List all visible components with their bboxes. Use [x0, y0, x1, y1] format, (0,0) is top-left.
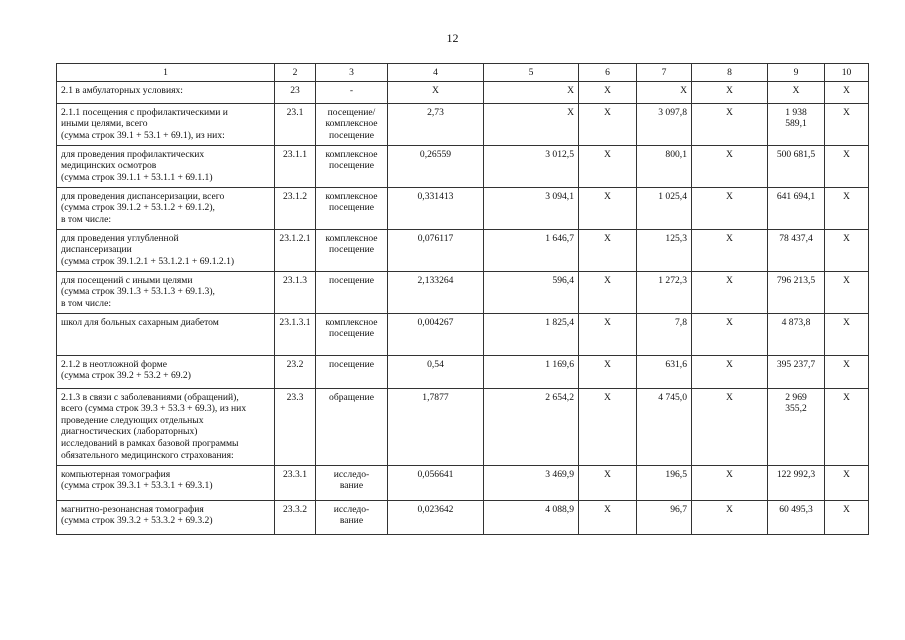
cell-code: 23.3.1	[275, 465, 316, 500]
cell-name: для проведения профилактических медицинских осмотров (сумма строк 39.1.1 + 53.1.1 + 69.1.1)	[57, 145, 275, 187]
cell-value: 1,7877	[388, 388, 484, 465]
cell-value: 1 825,4	[484, 313, 579, 355]
cell-unit: -	[316, 81, 388, 103]
cell-value: Х	[579, 355, 637, 388]
table-row	[57, 187, 869, 229]
cell-value: Х	[825, 145, 869, 187]
column-header: 5	[484, 64, 579, 82]
cell-value: 2 969 355,2	[768, 388, 825, 465]
cell-value: Х	[579, 103, 637, 145]
cell-value: 395 237,7	[768, 355, 825, 388]
table-row	[57, 103, 869, 145]
cell-value: 3 012,5	[484, 145, 579, 187]
cell-value: Х	[579, 145, 637, 187]
cell-value: Х	[692, 500, 768, 534]
cell-unit: комплексное посещение	[316, 313, 388, 355]
cell-value: Х	[484, 81, 579, 103]
cell-name: 2.1 в амбулаторных условиях:	[57, 81, 275, 103]
cell-unit: комплексное посещение	[316, 145, 388, 187]
cell-unit: комплексное посещение	[316, 229, 388, 271]
cell-unit: посещение/ комплексное посещение	[316, 103, 388, 145]
table-row	[57, 145, 869, 187]
cell-value: 500 681,5	[768, 145, 825, 187]
cell-value: Х	[579, 388, 637, 465]
cell-unit: посещение	[316, 271, 388, 313]
cell-value: 641 694,1	[768, 187, 825, 229]
column-header: 7	[637, 64, 692, 82]
cell-value: 7,8	[637, 313, 692, 355]
cell-value: 2 654,2	[484, 388, 579, 465]
column-header: 3	[316, 64, 388, 82]
table-row	[57, 271, 869, 313]
cell-value: 60 495,3	[768, 500, 825, 534]
cell-value: Х	[692, 81, 768, 103]
table-row	[57, 500, 869, 534]
cell-unit: исследо- вание	[316, 465, 388, 500]
cell-unit: обращение	[316, 388, 388, 465]
cell-value: 4 745,0	[637, 388, 692, 465]
cell-name: 2.1.1 посещения с профилактическими и иными целями, всего (сумма строк 39.1 + 53.1 + 69.1), из них:	[57, 103, 275, 145]
cell-value: Х	[579, 465, 637, 500]
cell-value: 4 873,8	[768, 313, 825, 355]
cell-value: Х	[825, 465, 869, 500]
cell-value: Х	[825, 187, 869, 229]
cell-code: 23.1.3.1	[275, 313, 316, 355]
table-row	[57, 355, 869, 388]
cell-value: Х	[692, 388, 768, 465]
cell-code: 23.2	[275, 355, 316, 388]
cell-value: 96,7	[637, 500, 692, 534]
cell-value: Х	[692, 103, 768, 145]
cell-code: 23.3.2	[275, 500, 316, 534]
cell-value: Х	[825, 81, 869, 103]
cell-value: 1 646,7	[484, 229, 579, 271]
cell-value: 631,6	[637, 355, 692, 388]
cell-value: Х	[825, 388, 869, 465]
cell-value: 0,54	[388, 355, 484, 388]
cell-name: для проведения диспансеризации, всего (сумма строк 39.1.2 + 53.1.2 + 69.1.2), в том числе:	[57, 187, 275, 229]
cell-name: 2.1.3 в связи с заболеваниями (обращений), всего (сумма строк 39.3 + 53.3 + 69.3), из них проведение следующих отдельных диагностических (лабораторных) исследований в рамках базовой программы обязательного медицинского страхования:	[57, 388, 275, 465]
cell-value: Х	[579, 271, 637, 313]
cell-value: 0,076117	[388, 229, 484, 271]
cell-code: 23	[275, 81, 316, 103]
cell-value: Х	[637, 81, 692, 103]
cell-value: Х	[768, 81, 825, 103]
cell-value: Х	[825, 271, 869, 313]
cell-value: Х	[692, 271, 768, 313]
cell-value: Х	[692, 313, 768, 355]
cell-value: 1 938 589,1	[768, 103, 825, 145]
cell-name: магнитно-резонансная томография (сумма строк 39.3.2 + 53.3.2 + 69.3.2)	[57, 500, 275, 534]
cell-value: 596,4	[484, 271, 579, 313]
cell-code: 23.1.2	[275, 187, 316, 229]
table-row	[57, 313, 869, 355]
cell-value: 796 213,5	[768, 271, 825, 313]
cell-name: школ для больных сахарным диабетом	[57, 313, 275, 355]
cell-value: Х	[579, 229, 637, 271]
cell-unit: посещение	[316, 355, 388, 388]
cell-code: 23.3	[275, 388, 316, 465]
cell-value: 3 469,9	[484, 465, 579, 500]
table-row	[57, 81, 869, 103]
cell-value: Х	[579, 81, 637, 103]
table-row	[57, 465, 869, 500]
column-header: 1	[57, 64, 275, 82]
cell-value: Х	[825, 313, 869, 355]
cell-value: 0,056641	[388, 465, 484, 500]
cell-value: Х	[825, 103, 869, 145]
cell-name: компьютерная томография (сумма строк 39.3.1 + 53.3.1 + 69.3.1)	[57, 465, 275, 500]
header-row	[57, 64, 869, 82]
cell-value: Х	[484, 103, 579, 145]
cell-value: Х	[692, 229, 768, 271]
cell-value: Х	[692, 145, 768, 187]
cell-value: 1 272,3	[637, 271, 692, 313]
cell-code: 23.1.2.1	[275, 229, 316, 271]
column-header: 4	[388, 64, 484, 82]
cell-value: 0,023642	[388, 500, 484, 534]
cell-value: 1 025,4	[637, 187, 692, 229]
cell-value: Х	[825, 355, 869, 388]
page-number: 12	[446, 31, 459, 45]
cell-value: 1 169,6	[484, 355, 579, 388]
column-header: 8	[692, 64, 768, 82]
cell-value: Х	[388, 81, 484, 103]
data-table	[56, 63, 869, 535]
cell-unit: исследо- вание	[316, 500, 388, 534]
cell-name: 2.1.2 в неотложной форме (сумма строк 39.2 + 53.2 + 69.2)	[57, 355, 275, 388]
cell-value: 3 097,8	[637, 103, 692, 145]
column-header: 2	[275, 64, 316, 82]
cell-code: 23.1.3	[275, 271, 316, 313]
cell-value: 2,133264	[388, 271, 484, 313]
cell-unit: комплексное посещение	[316, 187, 388, 229]
cell-name: для проведения углубленной диспансеризации (сумма строк 39.1.2.1 + 53.1.2.1 + 69.1.2.1)	[57, 229, 275, 271]
cell-value: 125,3	[637, 229, 692, 271]
cell-value: Х	[579, 187, 637, 229]
cell-value: 2,73	[388, 103, 484, 145]
cell-value: Х	[825, 229, 869, 271]
column-header: 6	[579, 64, 637, 82]
cell-code: 23.1.1	[275, 145, 316, 187]
cell-value: 0,004267	[388, 313, 484, 355]
cell-value: Х	[692, 355, 768, 388]
cell-value: 122 992,3	[768, 465, 825, 500]
cell-value: 78 437,4	[768, 229, 825, 271]
cell-value: 3 094,1	[484, 187, 579, 229]
cell-value: Х	[692, 465, 768, 500]
cell-value: 4 088,9	[484, 500, 579, 534]
table-row	[57, 388, 869, 465]
cell-code: 23.1	[275, 103, 316, 145]
cell-value: 800,1	[637, 145, 692, 187]
column-header: 10	[825, 64, 869, 82]
cell-value: Х	[579, 313, 637, 355]
table-row	[57, 229, 869, 271]
cell-value: 0,26559	[388, 145, 484, 187]
cell-value: Х	[692, 187, 768, 229]
cell-value: 0,331413	[388, 187, 484, 229]
cell-name: для посещений с иными целями (сумма строк 39.1.3 + 53.1.3 + 69.1.3), в том числе:	[57, 271, 275, 313]
cell-value: Х	[579, 500, 637, 534]
cell-value: 196,5	[637, 465, 692, 500]
cell-value: Х	[825, 500, 869, 534]
column-header: 9	[768, 64, 825, 82]
